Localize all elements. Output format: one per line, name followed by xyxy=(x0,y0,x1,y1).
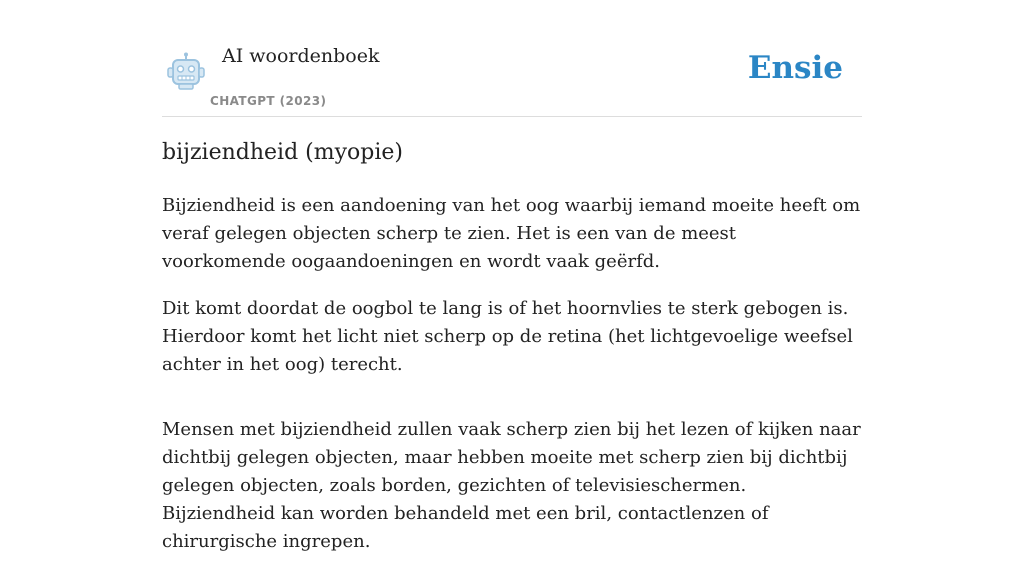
paragraph: Mensen met bijziendheid zullen vaak scherp zien bij het lezen of kijken naar dichtbij gelegen objecten, maar hebben moeite met scherp zien bij dichtbij gelegen objecten, zoals borden, gezichten of televisieschermen. Bijziendheid kan worden behandeld met een bril, contactlenzen of chirurgische ingrepen. xyxy=(162,419,861,552)
page xyxy=(162,0,862,552)
paragraph: Bijziendheid is een aandoening van het oog waarbij iemand moeite heeft om veraf gelegen objecten scherp te zien. Het is een van de meest voorkomende oogaandoeningen en wordt vaak geërfd. xyxy=(162,195,861,272)
robot-icon xyxy=(166,52,206,90)
entry-body xyxy=(162,192,862,575)
header xyxy=(162,0,862,117)
paragraph: Dit komt doordat de oogbol te lang is of het hoornvlies te sterk gebogen is. Hierdoor komt het licht niet scherp op de retina (het lichtgevoelige weefsel achter in het oog) terecht. xyxy=(162,298,853,375)
brand-logo[interactable]: Ensie xyxy=(747,50,843,86)
source-title[interactable]: AI woordenboek xyxy=(222,45,380,67)
source-subtitle: CHATGPT (2023) xyxy=(210,94,327,108)
entry-title: bijziendheid (myopie) xyxy=(162,140,403,165)
